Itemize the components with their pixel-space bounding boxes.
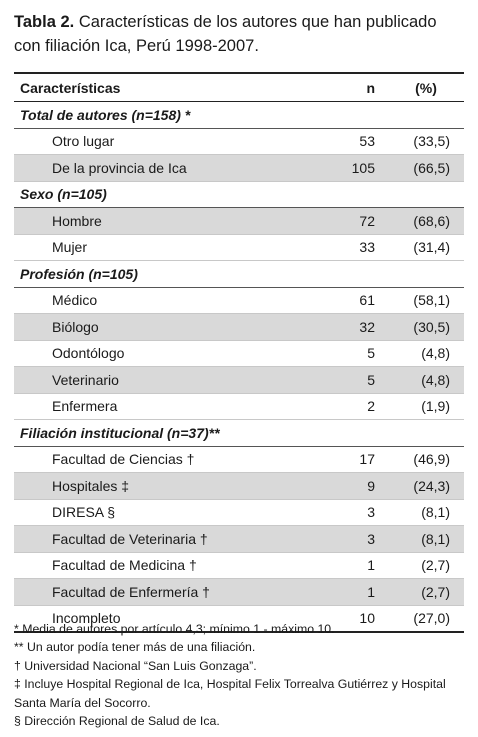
table-caption [14, 10, 466, 58]
row-n: 33 [314, 234, 388, 261]
row-percent: (1,9) [388, 393, 464, 420]
table-row [14, 155, 464, 182]
row-n: 5 [314, 367, 388, 394]
row-n: 53 [314, 128, 388, 155]
table-caption-text: Características de los autores que han publicado con filiación Ica, Perú 1998-2007. [14, 13, 437, 55]
row-percent: (30,5) [388, 314, 464, 341]
row-n: 61 [314, 287, 388, 314]
section-label: Total de autores (n=158) * [14, 102, 464, 129]
section-label: Sexo (n=105) [14, 181, 464, 208]
section-row [14, 261, 464, 288]
table-row [14, 552, 464, 579]
row-label: Hospitales ‡ [14, 473, 314, 500]
table-row [14, 340, 464, 367]
row-percent: (4,8) [388, 340, 464, 367]
row-label: Enfermera [14, 393, 314, 420]
row-n: 105 [314, 155, 388, 182]
row-percent: (8,1) [388, 499, 464, 526]
row-n: 5 [314, 340, 388, 367]
table-row [14, 473, 464, 500]
footnote: * Media de autores por artículo 4,3; mínimo 1 - máximo 10. [14, 622, 335, 636]
row-percent: (2,7) [388, 579, 464, 606]
table-row [14, 393, 464, 420]
row-label: Hombre [14, 208, 314, 235]
row-label: DIRESA § [14, 499, 314, 526]
row-label: Facultad de Veterinaria † [14, 526, 314, 553]
row-label: Facultad de Medicina † [14, 552, 314, 579]
table-row [14, 314, 464, 341]
row-percent: (68,6) [388, 208, 464, 235]
header-percent: (%) [388, 73, 464, 102]
row-label: Mujer [14, 234, 314, 261]
row-n: 10 [314, 605, 388, 632]
table-row [14, 367, 464, 394]
footnote: § Dirección Regional de Salud de Ica. [14, 714, 220, 729]
table-row [14, 526, 464, 553]
table-caption-label: Tabla 2. [14, 13, 75, 31]
row-label: Facultad de Ciencias † [14, 446, 314, 473]
table-header-row [14, 73, 464, 102]
table-row [14, 287, 464, 314]
row-n: 1 [314, 552, 388, 579]
row-percent: (8,1) [388, 526, 464, 553]
row-n: 9 [314, 473, 388, 500]
row-n: 3 [314, 526, 388, 553]
row-n: 2 [314, 393, 388, 420]
row-n: 3 [314, 499, 388, 526]
footnote: ‡ Incluye Hospital Regional de Ica, Hospital Felix Torrealva Gutiérrez y Hospital Santa María del Socorro. [14, 677, 446, 710]
authors-characteristics-table [14, 72, 464, 633]
row-label: Médico [14, 287, 314, 314]
row-percent: (33,5) [388, 128, 464, 155]
section-row [14, 420, 464, 447]
row-percent: (27,0) [388, 605, 464, 632]
footnote: ** Un autor podía tener más de una filiación. [14, 640, 256, 655]
row-label: Veterinario [14, 367, 314, 394]
header-n: n [314, 73, 388, 102]
footnote: † Universidad Nacional “San Luis Gonzaga”. [14, 658, 257, 673]
section-label: Filiación institucional (n=37)** [14, 420, 464, 447]
table-row [14, 234, 464, 261]
table-row [14, 128, 464, 155]
section-label: Profesión (n=105) [14, 261, 464, 288]
table-row [14, 208, 464, 235]
row-label: Otro lugar [14, 128, 314, 155]
table-row [14, 579, 464, 606]
header-caracteristicas: Características [14, 73, 314, 102]
row-n: 17 [314, 446, 388, 473]
row-label: De la provincia de Ica [14, 155, 314, 182]
table-row [14, 499, 464, 526]
row-label: Incompleto [14, 605, 314, 632]
row-percent: (24,3) [388, 473, 464, 500]
row-percent: (2,7) [388, 552, 464, 579]
row-n: 72 [314, 208, 388, 235]
table-body [14, 102, 464, 633]
section-row [14, 181, 464, 208]
row-n: 32 [314, 314, 388, 341]
table-footnotes [14, 620, 466, 730]
row-label: Odontólogo [14, 340, 314, 367]
row-percent: (46,9) [388, 446, 464, 473]
row-label: Biólogo [14, 314, 314, 341]
row-percent: (4,8) [388, 367, 464, 394]
row-percent: (66,5) [388, 155, 464, 182]
row-percent: (58,1) [388, 287, 464, 314]
section-row [14, 102, 464, 129]
row-n: 1 [314, 579, 388, 606]
row-label: Facultad de Enfermería † [14, 579, 314, 606]
table-row [14, 446, 464, 473]
row-percent: (31,4) [388, 234, 464, 261]
